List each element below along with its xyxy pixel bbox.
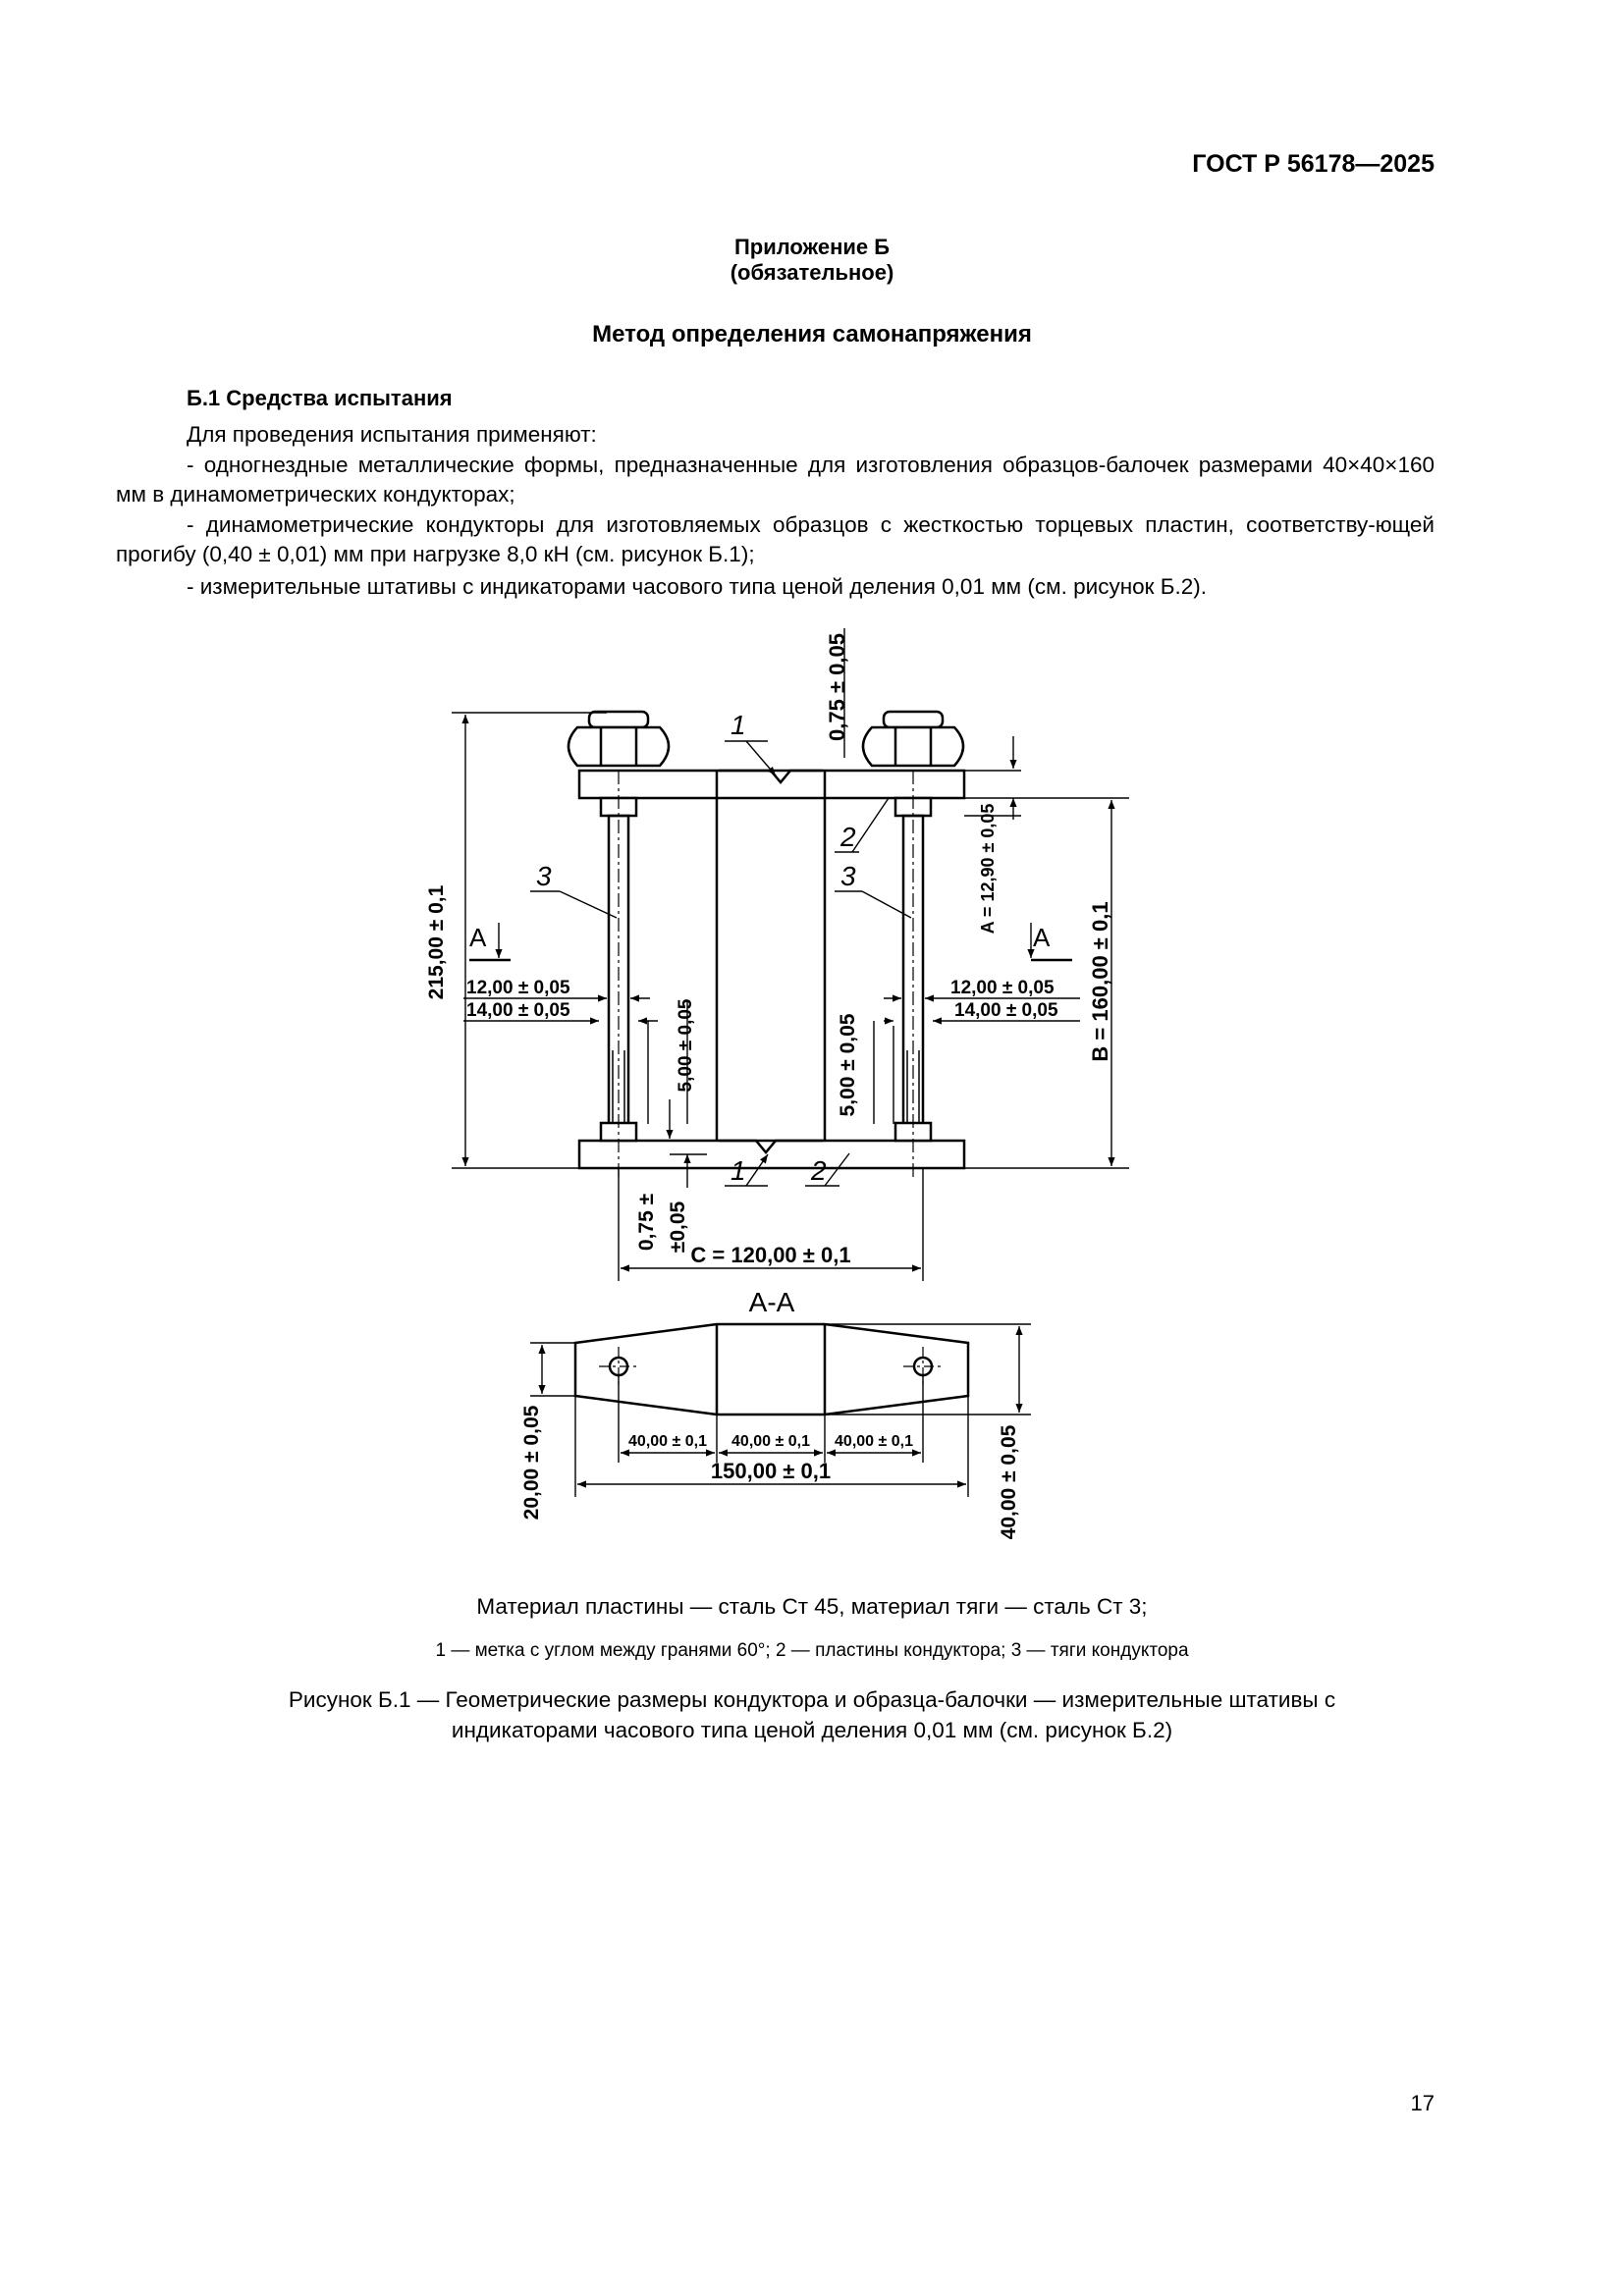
leader-1-bottom: 1 [731, 1155, 746, 1186]
section-title: А-А [748, 1287, 795, 1317]
dim-width-150: 150,00 ± 0,1 [710, 1459, 832, 1483]
dim-c: C = 120,00 ± 0,1 [690, 1243, 851, 1267]
dim-seg-2: 40,00 ± 0,1 [731, 1433, 810, 1450]
dim-left-rod-12: 12,00 ± 0,05 [466, 978, 570, 998]
dim-b: B = 160,00 ± 0,1 [1088, 901, 1112, 1062]
right-nut-icon [863, 712, 963, 766]
dim-top-gap: 0,75 ± 0,05 [825, 633, 849, 741]
leader-3-left: 3 [536, 861, 552, 891]
leader-1-top: 1 [731, 710, 746, 740]
appendix-status: (обязательное) [730, 260, 894, 285]
paragraph-conductors: - динамометрические кондукторы для изготовляемых образцов с жесткостью торцевых пластин, соответству-ющей прогибу (0,40 ± 0,01) мм при нагрузке 8,0 кН (см. рисунок Б.1); [116, 512, 1435, 566]
leader-3-right: 3 [840, 861, 856, 891]
right-rod [895, 746, 931, 1178]
appendix-title: Приложение Б [733, 235, 891, 259]
dim-left-rod-14: 14,00 ± 0,05 [466, 1000, 570, 1021]
figure-legend: 1 — метка с углом между гранями 60°; 2 — пластины кондуктора; 3 — тяги кондуктора [435, 1640, 1189, 1661]
dim-height-total: 215,00 ± 0,1 [425, 884, 448, 1000]
page-number: 17 [1410, 2091, 1435, 2115]
dim-height-20: 20,00 ± 0,05 [520, 1405, 543, 1521]
dim-left-rod-5: 5,00 ± 0,05 [676, 998, 696, 1093]
dim-a: A = 12,90 ± 0,05 [978, 803, 998, 934]
front-view [568, 712, 964, 1178]
dim-bottom-gap-b: ±0,05 [667, 1201, 689, 1254]
figure-caption-line-2: индикаторами часового типа ценой деления 0,01 мм (см. рисунок Б.2) [451, 1718, 1173, 1742]
dim-bottom-gap-a: 0,75 ± [635, 1193, 658, 1252]
figure-caption-line-1: Рисунок Б.1 — Геометрические размеры кондуктора и образца-балочки — измерительные штативы с [288, 1687, 1336, 1712]
dim-right-rod-12: 12,00 ± 0,05 [950, 978, 1055, 998]
paragraph-forms: - одногнездные металлические формы, предназначенные для изготовления образцов-балочек размерами 40×40×160 мм в динамометрических кондукторах; [116, 453, 1435, 507]
figure-material-note: Материал пластины — сталь Ст 45, материал тяги — сталь Ст 3; [476, 1594, 1148, 1619]
left-nut-icon [568, 712, 669, 766]
top-notch-mark [719, 771, 823, 782]
leader-2-top: 2 [840, 822, 856, 852]
dim-right-rod-5: 5,00 ± 0,05 [837, 1013, 859, 1117]
dim-height-40: 40,00 ± 0,05 [998, 1424, 1020, 1540]
paragraph-intro: Для проведения испытания применяют: [187, 422, 597, 447]
section-mark-left: А [469, 923, 487, 952]
section-aa-view [575, 1324, 968, 1415]
appendix-heading: Метод определения самонапряжения [592, 321, 1032, 347]
bottom-notch-mark [719, 1141, 823, 1152]
dim-seg-3: 40,00 ± 0,1 [835, 1433, 913, 1450]
document-code: ГОСТ Р 56178—2025 [1192, 150, 1435, 178]
leader-2-bottom: 2 [811, 1155, 827, 1186]
figure-caption [0, 1684, 1624, 1745]
section-mark-right: А [1033, 923, 1051, 952]
section-heading: Б.1 Средства испытания [187, 386, 453, 410]
dim-right-rod-14: 14,00 ± 0,05 [954, 1000, 1058, 1021]
left-rod [601, 746, 636, 1178]
paragraph-stands: - измерительные штативы с индикаторами часового типа ценой деления 0,01 мм (см. рисунок Б.2). [187, 574, 1207, 599]
top-plate [579, 771, 964, 798]
dim-seg-1: 40,00 ± 0,1 [628, 1433, 707, 1450]
